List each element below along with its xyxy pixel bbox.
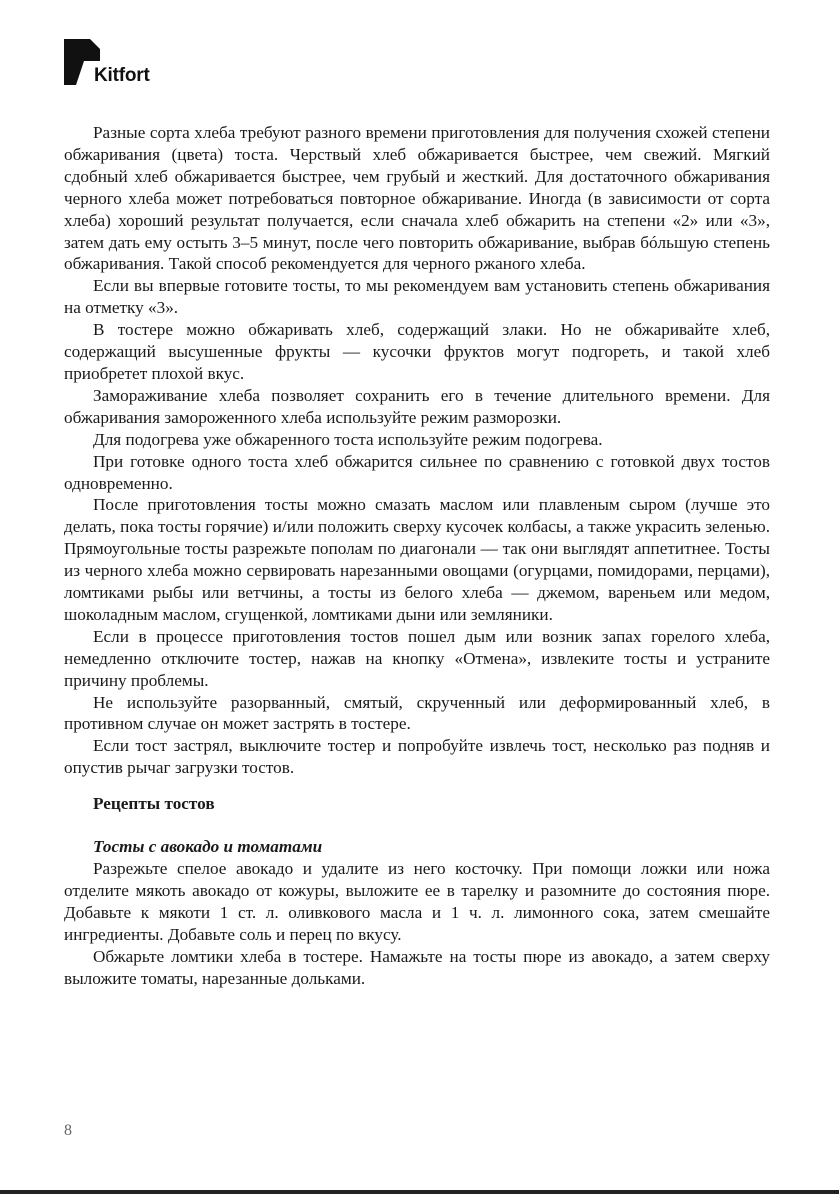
paragraph: Разные сорта хлеба требуют разного времени приготовления для получения схожей степени обжаривания (цвета) тоста. Черствый хлеб обжаривается быстрее, чем свежий. Мягкий сдобный хлеб обжаривается быстрее, чем грубый и жесткий. Для достаточного обжаривания черного хлеба может потребоваться повторное обжаривание. Иногда (в зависимости от сорта хлеба) хороший результат получается, если сначала хлеб обжарить на степени «2» или «3», затем дать ему остыть 3–5 минут, после чего повторить обжаривание, выбрав бóльшую степень обжаривания. Такой способ рекомендуется для черного ржаного хлеба.	[64, 123, 770, 274]
paragraph: Для подогрева уже обжаренного тоста используйте режим подогрева.	[93, 429, 603, 449]
brand-logo	[64, 39, 174, 89]
spacer	[64, 815, 770, 836]
paragraph: После приготовления тосты можно смазать маслом или плавленым сыром (лучше это делать, пока тосты горячие) и/или положить сверху кусочек колбасы, а также украсить зеленью. Прямоугольные тосты разрежьте пополам по диагонали — так они выглядят аппетитнее. Тосты из черного хлеба можно сервировать нарезанными овощами (огурцами, помидорами, перцами), ломтиками рыбы или ветчины, а тосты из белого хлеба — джемом, вареньем или медом, шоколадным маслом, сгущенкой, ломтиками дыни или земляники.	[64, 495, 770, 624]
paragraph: Не используйте разорванный, смятый, скрученный или деформированный хлеб, в противном случае он может застрять в тостере.	[64, 692, 770, 734]
paragraph: В тостере можно обжаривать хлеб, содержащий злаки. Но не обжаривайте хлеб, содержащий высушенные фрукты — кусочки фруктов могут подгореть, и такой хлеб приобретет плохой вкус.	[64, 320, 770, 383]
section-heading: Рецепты тостов	[93, 794, 215, 814]
paragraph: Замораживание хлеба позволяет сохранить его в течение длительного времени. Для обжаривания замороженного хлеба используйте режим разморозки.	[64, 385, 770, 427]
paragraph: Если в процессе приготовления тостов пошел дым или возник запах горелого хлеба, немедленно отключите тостер, нажав на кнопку «Отмена», извлеките тосты и устраните причину проблемы.	[64, 626, 770, 690]
paragraph: Если тост застрял, выключите тостер и попробуйте извлечь тост, несколько раз подняв и опустив рычаг загрузки тостов.	[64, 736, 770, 778]
brand-name: Kitfort	[94, 65, 150, 86]
bottom-rule	[0, 1190, 839, 1194]
recipe-paragraph: Разрежьте спелое авокадо и удалите из него косточку. При помощи ложки или ножа отделите мякоть авокадо от кожуры, выложите ее в тарелку и разомните до состояния пюре. Добавьте к мякоти 1 ст. л. оливкового масла и 1 ч. л. лимонного сока, затем смешайте ингредиенты. Добавьте соль и перец по вкусу.	[64, 859, 770, 944]
recipe-paragraph: Обжарьте ломтики хлеба в тостере. Намажьте на тосты пюре из авокадо, а затем сверху выложите томаты, нарезанные дольками.	[64, 946, 770, 988]
paragraph: Если вы впервые готовите тосты, то мы рекомендуем вам установить степень обжаривания на отметку «3».	[64, 276, 770, 318]
recipe-title: Тосты с авокадо и томатами	[93, 837, 323, 857]
paragraph: При готовке одного тоста хлеб обжарится сильнее по сравнению с готовкой двух тостов одновременно.	[64, 451, 770, 493]
page-number: 8	[64, 1122, 72, 1139]
spacer	[64, 779, 770, 793]
page-content	[64, 122, 770, 990]
